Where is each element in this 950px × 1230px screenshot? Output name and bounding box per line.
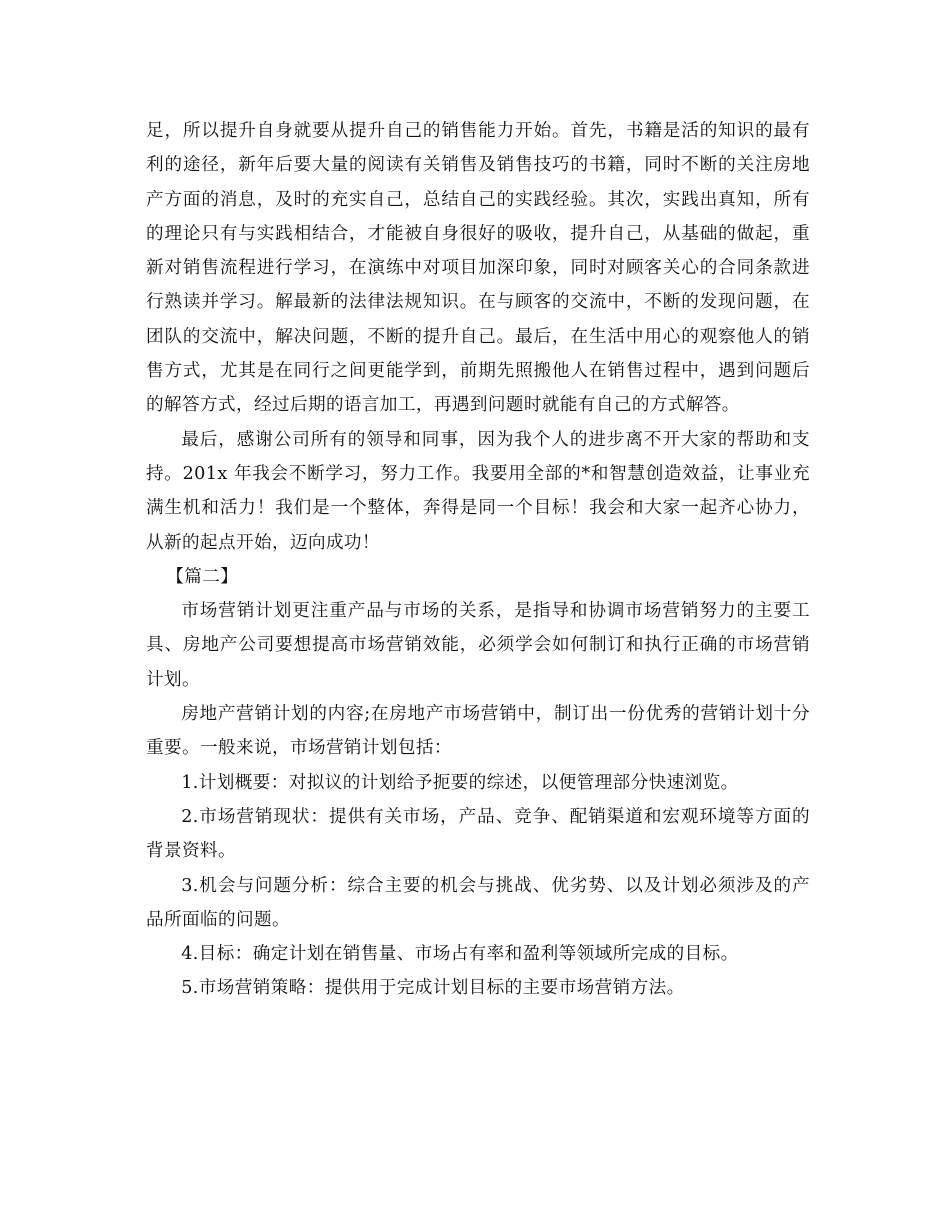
- paragraph-closing-thanks: 最后，感谢公司所有的领导和同事，因为我个人的进步离不开大家的帮助和支持。201x 年我会不断学习，努力工作。我要用全部的*和智慧创造效益，让事业充满生机和活力！我们是一个整体，奔得是同一个目标！我会和大家一起齐心协力，从新的起点开始，迈向成功！: [146, 429, 810, 553]
- list-item-opportunity-analysis: 3.机会与问题分析：综合主要的机会与挑战、优劣势、以及计划必须涉及的产品所面临的问题。: [146, 875, 810, 930]
- list-item-plan-summary: 1.计划概要：对拟议的计划给予扼要的综述，以便管理部分快速浏览。: [181, 772, 739, 793]
- document-body: [146, 114, 810, 1006]
- paragraph-marketing-plan-intro: 市场营销计划更注重产品与市场的关系，是指导和协调市场营销努力的主要工具、房地产公司要想提高市场营销效能，必须学会如何制订和执行正确的市场营销计划。: [146, 601, 810, 690]
- list-item-marketing-strategy: 5.市场营销策略：提供用于完成计划目标的主要市场营销方法。: [181, 978, 685, 999]
- paragraph-self-improvement: 足，所以提升自身就要从提升自己的销售能力开始。首先，书籍是活的知识的最有利的途径，新年后要大量的阅读有关销售及销售技巧的书籍，同时不断的关注房地产方面的消息，及时的充实自己，总结自己的实践经验。其次，实践出真知，所有的理论只有与实践相结合，才能被自身很好的吸收，提升自己，从基础的做起，重新对销售流程进行学习，在演练中对项目加深印象，同时对顾客关心的合同条款进行熟读并学习。解最新的法律法规知识。在与顾客的交流中，不断的发现问题，在团队的交流中，解决问题，不断的提升自己。最后，在生活中用心的观察他人的销售方式，尤其是在同行之间更能学到，前期先照搬他人在销售过程中，遇到问题后的解答方式，经过后期的语言加工，再遇到问题时就能有自己的方式解答。: [146, 121, 810, 416]
- section-heading: 【篇二】: [166, 566, 239, 587]
- paragraph-marketing-plan-content: 房地产营销计划的内容;在房地产市场营销中，制订出一份优秀的营销计划十分重要。一般来说，市场营销计划包括：: [146, 704, 810, 759]
- list-item-goals: 4.目标：确定计划在销售量、市场占有率和盈利等领域所完成的目标。: [181, 944, 739, 965]
- list-item-market-status: 2.市场营销现状：提供有关市场，产品、竞争、配销渠道和宏观环境等方面的背景资料。: [146, 806, 810, 862]
